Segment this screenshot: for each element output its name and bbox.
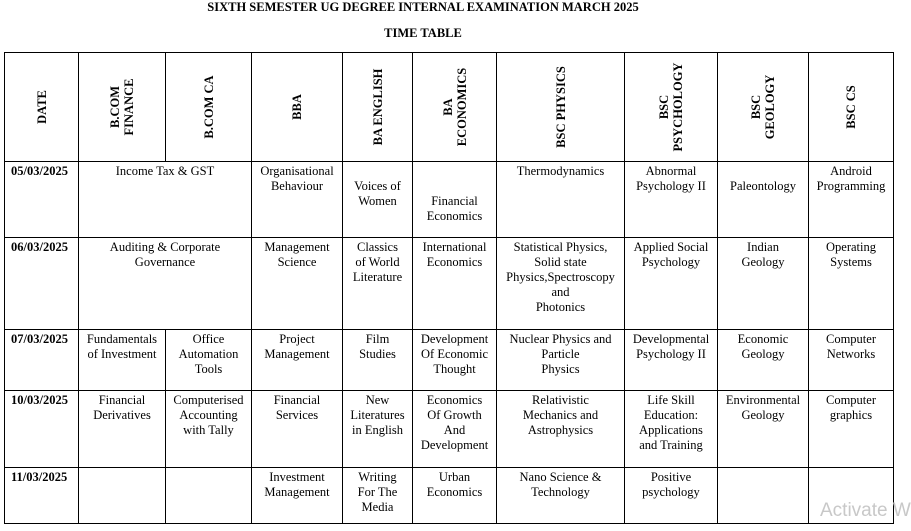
exam-subject-line: Psychology II (636, 347, 706, 361)
exam-cell (718, 162, 809, 238)
exam-cell (252, 468, 343, 524)
exam-date: 11/03/2025 (5, 468, 79, 524)
column-header-line: BA (440, 98, 455, 116)
exam-subject-line: Programming (816, 179, 886, 193)
column-header-line: BSC CS (844, 85, 858, 129)
exam-subject-line: And (443, 423, 466, 437)
exam-cell (809, 391, 894, 468)
exam-date: 05/03/2025 (5, 162, 79, 238)
column-header (5, 53, 79, 162)
column-header-line: FINANCE (122, 78, 136, 136)
exam-cell (79, 468, 166, 524)
exam-subject-line: Developmental (632, 332, 710, 346)
exam-subject-line: psychology (642, 485, 700, 499)
column-header-line: BSC (749, 94, 763, 120)
column-header-label (290, 94, 304, 120)
column-header (497, 53, 625, 162)
exam-cell (343, 391, 413, 468)
exam-subject-line: with Tally (183, 423, 234, 437)
exam-date: 07/03/2025 (5, 330, 79, 391)
exam-subject-line: Classics (357, 240, 398, 254)
exam-cell (809, 162, 894, 238)
exam-cell (413, 162, 497, 238)
exam-subject-line: Income Tax & GST (115, 164, 215, 178)
exam-subject-line: Science (277, 255, 317, 269)
exam-cell (343, 468, 413, 524)
exam-subject-line: Economics (426, 255, 483, 269)
exam-subject-line: Management (264, 240, 330, 254)
exam-cell (497, 330, 625, 391)
exam-subject-line: Management (264, 347, 330, 361)
exam-subject-line: International (422, 240, 487, 254)
activation-watermark: Activate W (820, 500, 911, 521)
exam-cell (809, 330, 894, 391)
exam-subject-line: Astrophysics (527, 423, 594, 437)
exam-subject-line: Financial (98, 393, 146, 407)
timetable (4, 52, 894, 524)
exam-subject-line: Photonics (535, 300, 586, 314)
exam-subject-line: Psychology (641, 255, 701, 269)
column-header-line: PSYCHOLOGY (671, 62, 685, 152)
exam-subject-line: Geology (741, 347, 785, 361)
column-header-line: BSC (657, 94, 671, 120)
exam-subject-line: Applied Social (633, 240, 709, 254)
exam-subject-line: Investment (269, 470, 325, 484)
exam-subject-line: Financial (431, 194, 478, 208)
exam-subject-line: Statistical Physics, (513, 240, 608, 254)
column-header-line: BBA (290, 94, 304, 120)
exam-cell (718, 238, 809, 330)
column-header-line: DATE (34, 90, 49, 124)
exam-cell (625, 391, 718, 468)
exam-subject-line: Services (275, 408, 319, 422)
exam-cell (497, 468, 625, 524)
exam-subject-line: Environmental (725, 393, 801, 407)
exam-cell (413, 391, 497, 468)
exam-subject-line: Nano Science & (519, 470, 602, 484)
column-header (718, 53, 809, 162)
exam-subject-line: Economics (426, 485, 483, 499)
exam-cell (413, 468, 497, 524)
column-header-label (108, 79, 136, 136)
table-row (5, 330, 894, 391)
exam-subject-line: Thermodynamics (516, 164, 605, 178)
exam-subject-line: Systems (830, 255, 872, 269)
exam-cell (625, 238, 718, 330)
table-row (5, 162, 894, 238)
exam-subject-line: Economics (426, 393, 483, 407)
exam-cell (79, 330, 166, 391)
exam-subject-line: Networks (826, 347, 876, 361)
table-row (5, 238, 894, 330)
header-row (5, 53, 894, 162)
exam-cell (718, 391, 809, 468)
exam-subject-line: Psychology II (636, 179, 706, 193)
exam-subject-line: Education: (643, 408, 699, 422)
exam-cell (79, 162, 252, 238)
exam-subject-line: of World (355, 255, 400, 269)
exam-subject-line: and Training (639, 438, 703, 452)
exam-subject-line: Paleontology (730, 179, 796, 193)
exam-cell (166, 330, 252, 391)
column-header-label (749, 75, 777, 140)
exam-cell (166, 391, 252, 468)
exam-subject-line: Women (358, 194, 397, 208)
exam-subject-line: Computer (826, 393, 876, 407)
column-header-label (657, 63, 685, 152)
column-header-line: GEOLOGY (763, 74, 777, 140)
exam-subject-line: Organisational (260, 164, 334, 178)
exam-subject-line: Film (365, 332, 390, 346)
column-header (625, 53, 718, 162)
column-header-line: BA ENGLISH (370, 68, 385, 146)
exam-cell (343, 330, 413, 391)
exam-subject-line: Geology (741, 255, 785, 269)
exam-cell (625, 330, 718, 391)
exam-cell (413, 238, 497, 330)
column-header-line: BSC PHYSICS (553, 66, 568, 148)
exam-cell (497, 238, 625, 330)
exam-subject-line: Relativistic (532, 393, 589, 407)
exam-subject-line: in English (351, 423, 404, 437)
exam-subject-line: Particle (541, 347, 580, 361)
exam-subject-line: Of Economic (421, 347, 488, 361)
exam-date: 06/03/2025 (5, 238, 79, 330)
exam-subject-line: Computerised (173, 393, 244, 407)
exam-subject-line: Indian (747, 240, 779, 254)
exam-cell (497, 162, 625, 238)
exam-subject-line: Development (420, 332, 489, 346)
exam-cell (166, 468, 252, 524)
exam-cell (252, 330, 343, 391)
exam-subject-line: Positive (650, 470, 692, 484)
exam-subject-line: graphics (829, 408, 873, 422)
exam-subject-line: Tools (194, 362, 223, 376)
exam-subject-line: Applications (639, 423, 703, 437)
exam-subject-line: Literature (352, 270, 403, 284)
exam-cell (343, 238, 413, 330)
column-header-label (441, 68, 469, 146)
exam-subject-line: Automation (178, 347, 239, 361)
exam-cell (718, 330, 809, 391)
exam-cell (252, 391, 343, 468)
exam-cell (252, 238, 343, 330)
exam-subject-line: Urban (438, 470, 471, 484)
exam-subject-line: Physics (541, 362, 580, 376)
column-header-label (554, 66, 568, 148)
table-row (5, 391, 894, 468)
exam-subject-line: Life Skill (647, 393, 695, 407)
exam-subject-line: For The (357, 485, 398, 499)
exam-subject-line: Android (830, 164, 872, 178)
exam-cell (343, 162, 413, 238)
exam-subject-line: Management (264, 485, 330, 499)
exam-subject-line: Derivatives (93, 408, 151, 422)
document-title: SIXTH SEMESTER UG DEGREE INTERNAL EXAMINATION MARCH 2025 (207, 0, 639, 14)
exam-cell (79, 238, 252, 330)
column-header-label (371, 69, 385, 146)
exam-cell (625, 162, 718, 238)
exam-subject-line: Nuclear Physics and (509, 332, 612, 346)
exam-subject-line: Studies (359, 347, 396, 361)
column-header-label (35, 90, 49, 124)
exam-cell (413, 330, 497, 391)
exam-date: 10/03/2025 (5, 391, 79, 468)
column-header (79, 53, 166, 162)
column-header (343, 53, 413, 162)
column-header (166, 53, 252, 162)
column-header-line: ECONOMICS (454, 67, 469, 147)
exam-cell (718, 468, 809, 524)
exam-subject-line: Project (279, 332, 315, 346)
exam-subject-line: Behaviour (270, 179, 324, 193)
exam-subject-line: Office (192, 332, 225, 346)
exam-subject-line: Operating (826, 240, 876, 254)
exam-subject-line: Physics,Spectroscopy (506, 270, 615, 284)
exam-subject-line: Solid state (534, 255, 587, 269)
exam-subject-line: Economic (737, 332, 789, 346)
exam-subject-line: Computer (826, 332, 876, 346)
exam-subject-line: Abnormal (645, 164, 697, 178)
exam-subject-line: Literatures (350, 408, 405, 422)
exam-subject-line: Accounting (179, 408, 238, 422)
exam-subject-line: Geology (741, 408, 785, 422)
exam-subject-line: Technology (531, 485, 590, 499)
exam-subject-line: New (365, 393, 390, 407)
exam-subject-line: Voices of (354, 179, 401, 193)
exam-subject-line: Economics (426, 209, 483, 223)
exam-subject-line: Financial (273, 393, 321, 407)
table-row (5, 468, 894, 524)
exam-cell (497, 391, 625, 468)
column-header-label (844, 85, 858, 128)
column-header-line: B.COM CA (201, 75, 216, 139)
exam-subject-line: Thought (433, 362, 476, 376)
exam-cell (252, 162, 343, 238)
exam-subject-line: of Investment (87, 347, 157, 361)
exam-subject-line: Of Growth (427, 408, 482, 422)
exam-subject-line: and (551, 285, 570, 299)
exam-subject-line: Development (420, 438, 489, 452)
column-header (809, 53, 894, 162)
exam-subject-line: Mechanics and (522, 408, 599, 422)
document-subtitle: TIME TABLE (384, 26, 462, 40)
exam-subject-line: Media (361, 500, 394, 514)
exam-cell (625, 468, 718, 524)
exam-subject-line: Fundamentals (86, 332, 158, 346)
timetable-body (5, 162, 894, 524)
exam-subject-line: Writing (358, 470, 397, 484)
exam-subject-line: Auditing & Corporate (109, 240, 221, 254)
column-header-line: B.COM (108, 85, 122, 129)
column-header-label (202, 75, 216, 138)
column-header (252, 53, 343, 162)
exam-cell (809, 238, 894, 330)
exam-cell (79, 391, 166, 468)
exam-subject-line: Governance (134, 255, 196, 269)
column-header (413, 53, 497, 162)
